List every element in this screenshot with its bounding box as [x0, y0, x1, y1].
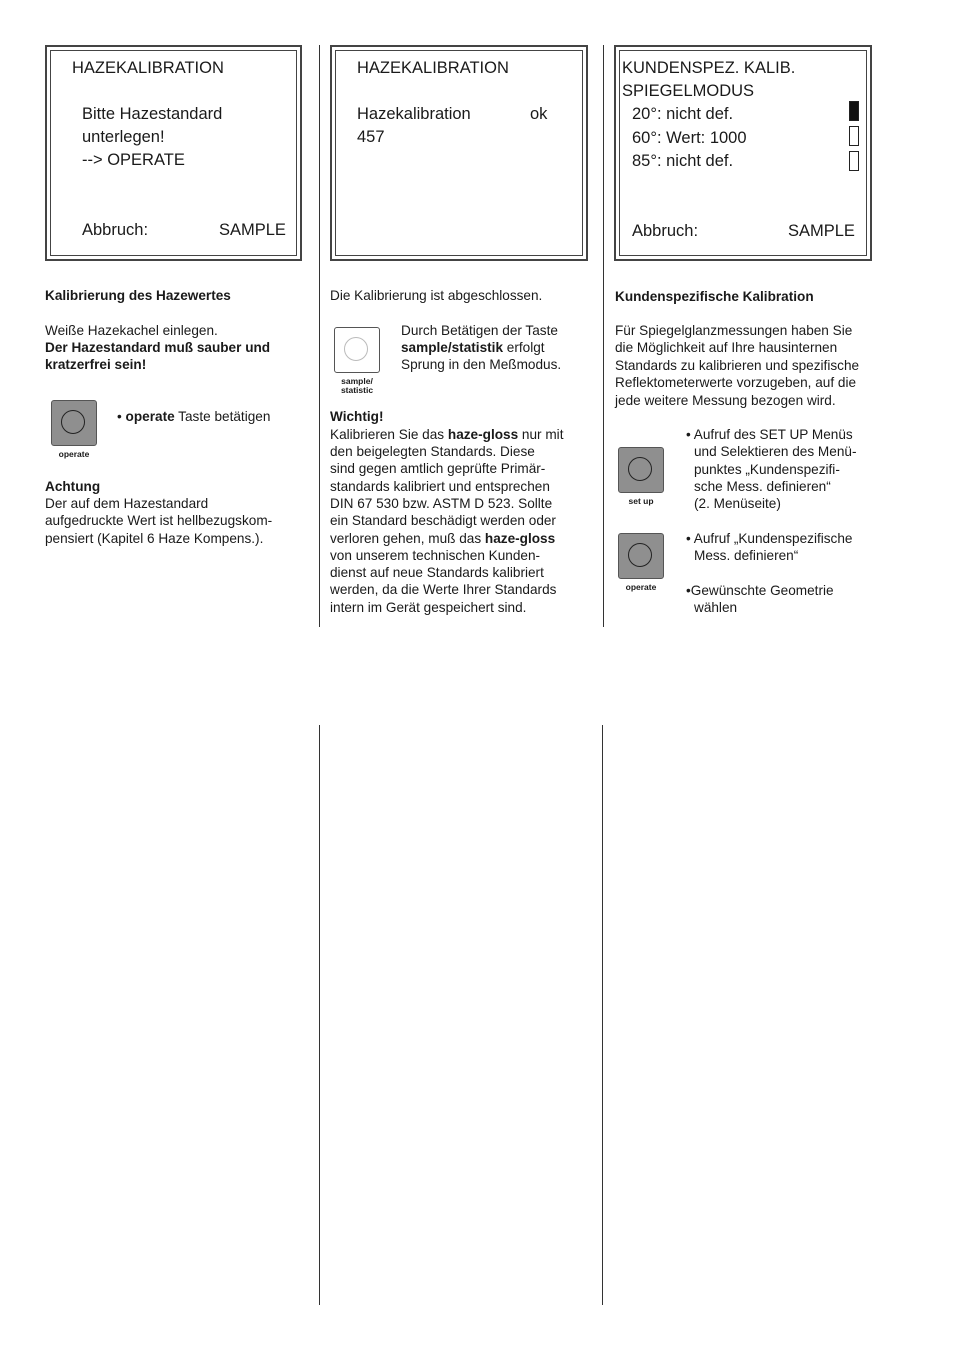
note-text: den beigelegten Standards. Diese	[330, 444, 535, 459]
section-heading: Kundenspezifische Kalibration	[615, 289, 814, 304]
instruction-bullet: • Aufruf „Kundenspezifische	[686, 531, 853, 546]
note-text: aufgedruckte Wert ist hellbezugskom-	[45, 513, 273, 528]
cursor-cell-selected	[849, 101, 859, 121]
paragraph: Standards zu kalibrieren und spezifische	[615, 358, 860, 373]
warning-text: Der Hazestandard muß sauber und	[45, 340, 271, 355]
display-haze-calibration-prompt	[45, 45, 302, 261]
display-title: HAZEKALIBRATION	[357, 59, 509, 77]
instruction-bullet: • Aufruf des SET UP Menüs	[686, 427, 853, 442]
display-abort-label: Abbruch:	[82, 221, 149, 239]
circle-icon	[628, 543, 652, 567]
note-text: werden, da die Werte Ihrer Standards	[330, 582, 557, 597]
paragraph-text: erfolgt	[503, 340, 545, 355]
key-label: operate	[625, 582, 657, 592]
circle-icon	[61, 410, 85, 434]
note-text: intern im Gerät gespeichert sind.	[330, 600, 527, 615]
note-text: Der auf dem Hazestandard	[45, 496, 209, 511]
operate-key	[51, 400, 97, 446]
circle-icon	[628, 457, 652, 481]
display-title: KUNDENSPEZ. KALIB.	[622, 59, 796, 77]
paragraph: Weiße Hazekachel einlegen.	[45, 323, 218, 338]
display-title: HAZEKALIBRATION	[72, 59, 224, 77]
instruction-text: punktes „Kundenspezifi-	[694, 462, 840, 477]
display-line: unterlegen!	[82, 128, 165, 146]
cursor-cell-empty	[849, 126, 859, 146]
paragraph: Durch Betätigen der Taste	[401, 323, 558, 338]
paragraph: Die Kalibrierung ist abgeschlossen.	[330, 288, 543, 303]
paragraph: Sprung in den Meßmodus.	[401, 357, 562, 372]
instruction-text: wählen	[694, 600, 738, 615]
bullet-marker: •	[117, 409, 126, 424]
display-subtitle: SPIEGELMODUS	[622, 82, 755, 100]
note-text-part: Kalibrieren Sie das	[330, 427, 448, 442]
display-abort-key: SAMPLE	[788, 222, 855, 240]
key-label: operate	[58, 449, 90, 459]
display-status-label: Hazekalibration	[357, 105, 471, 123]
note-text: von unserem technischen Kunden-	[330, 548, 541, 563]
section-heading: Kalibrierung des Hazewertes	[45, 288, 231, 303]
display-row-85: 85°: nicht def.	[632, 152, 734, 170]
note-text: ein Standard beschädigt werden oder	[330, 513, 556, 528]
display-custom-calibration	[614, 45, 872, 261]
display-haze-calibration-done	[330, 45, 588, 261]
note-heading: Wichtig!	[330, 409, 384, 424]
device-name: haze-gloss	[447, 427, 519, 442]
instruction-text: (2. Menüseite)	[694, 496, 781, 511]
set-up-key	[618, 447, 664, 493]
key-name: operate	[125, 409, 175, 424]
paragraph: jede weitere Messung bezogen wird.	[615, 393, 836, 408]
circle-icon	[344, 337, 368, 361]
paragraph: Für Spiegelglanzmessungen haben Sie	[615, 323, 853, 338]
display-line: --> OPERATE	[82, 151, 185, 169]
instruction-bullet	[117, 408, 270, 425]
key-name: sample/statistik	[401, 340, 503, 355]
note-text: pensiert (Kapitel 6 Haze Kompens.).	[45, 531, 264, 546]
paragraph	[401, 339, 545, 356]
display-line: Bitte Hazestandard	[82, 105, 223, 123]
instruction-text: sche Mess. definieren“	[694, 479, 831, 494]
instruction-text: und Selektieren des Menü-	[694, 444, 857, 459]
note-heading: Achtung	[45, 479, 101, 494]
note-text: DIN 67 530 bzw. ASTM D 523. Sollte	[330, 496, 553, 511]
instruction-bullet: •Gewünschte Geometrie	[686, 583, 834, 598]
key-label: set up	[628, 496, 654, 506]
paragraph: Reflektometerwerte vorzugeben, auf die	[615, 375, 857, 390]
operate-key	[618, 533, 664, 579]
column-divider-top-1	[319, 45, 320, 627]
display-frame	[335, 50, 583, 256]
paragraph: die Möglichkeit auf Ihre hausinternen	[615, 340, 838, 355]
key-label: sample/	[341, 376, 373, 386]
note-text: sind gegen amtlich geprüfte Primär-	[330, 461, 546, 476]
note-text	[330, 426, 563, 443]
display-row-20: 20°: nicht def.	[632, 105, 734, 123]
instruction-text: Taste betätigen	[174, 409, 271, 424]
cursor-cell-empty	[849, 151, 859, 171]
display-row-60: 60°: Wert: 1000	[632, 129, 747, 147]
display-status-value: ok	[530, 105, 548, 123]
instruction-text: Mess. definieren“	[694, 548, 799, 563]
note-text-part: verloren gehen, muß das	[330, 531, 485, 546]
sample-statistic-key	[334, 327, 380, 373]
display-abort-label: Abbruch:	[632, 222, 699, 240]
warning-text: kratzerfrei sein!	[45, 357, 147, 372]
column-divider-bottom-2	[602, 725, 603, 1305]
device-name: haze-gloss	[484, 531, 556, 546]
note-text: standards kalibriert und entsprechen	[330, 479, 550, 494]
note-text: dienst auf neue Standards kalibriert	[330, 565, 544, 580]
key-label: statistic	[340, 385, 374, 395]
display-value: 457	[357, 128, 385, 146]
display-abort-key: SAMPLE	[219, 221, 286, 239]
column-divider-top-2	[603, 45, 604, 627]
column-divider-bottom-1	[319, 725, 320, 1305]
note-text	[330, 530, 555, 547]
note-text-part: nur mit	[518, 427, 564, 442]
